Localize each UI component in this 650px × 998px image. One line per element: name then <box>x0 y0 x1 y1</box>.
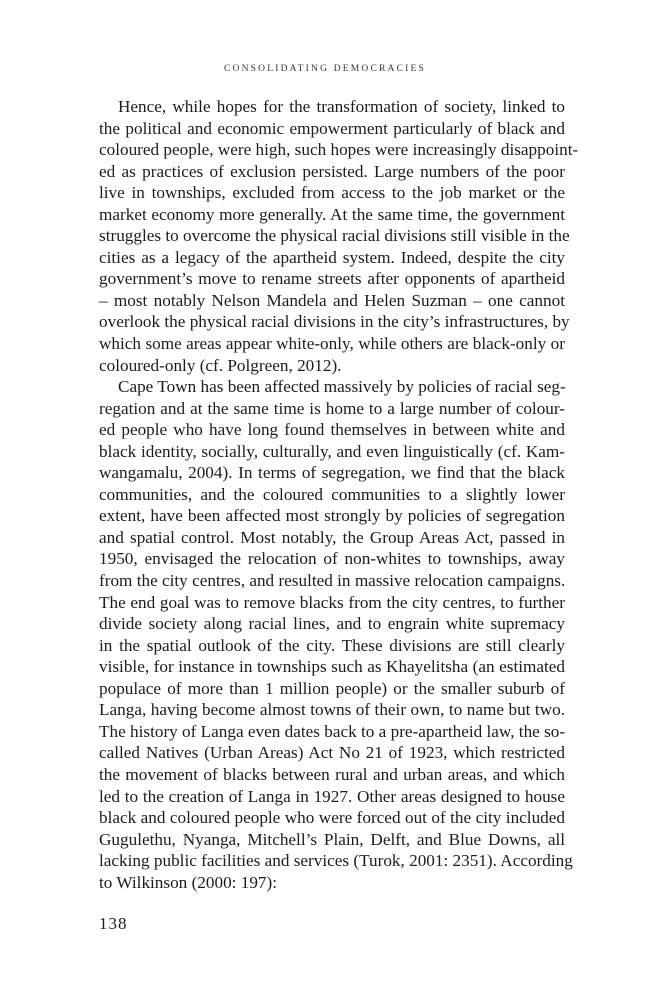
text-line: which some areas appear white-only, while others are black-only or <box>99 334 565 354</box>
text-line: in the spatial outlook of the city. These divisions are still clearly <box>99 635 565 655</box>
text-line: cities as a legacy of the apartheid system. Indeed, despite the city <box>99 247 565 267</box>
text-line: struggles to overcome the physical racial divisions still visible in the <box>99 226 570 246</box>
text-line: and spatial control. Most notably, the Group Areas Act, passed in <box>99 527 565 547</box>
text-line: the movement of blacks between rural and urban areas, and which <box>99 764 565 784</box>
text-line: Cape Town has been affected massively by policies of racial seg- <box>118 377 566 397</box>
text-line: visible, for instance in townships such as Khayelitsha (an estimated <box>99 657 565 677</box>
text-line: Gugulethu, Nyanga, Mitchell’s Plain, Delft, and Blue Downs, all <box>99 829 565 849</box>
text-line: live in townships, excluded from access to the job market or the <box>99 183 565 203</box>
text-line: Hence, while hopes for the transformation of society, linked to <box>118 97 565 116</box>
text-line: to Wilkinson (2000: 197): <box>99 872 278 892</box>
text-line: communities, and the coloured communities to a slightly lower <box>99 484 565 504</box>
text-line: ed as practices of exclusion persisted. Large numbers of the poor <box>99 161 565 181</box>
paragraph <box>99 96 579 376</box>
text-line: The end goal was to remove blacks from the city centres, to further <box>99 592 565 612</box>
text-line: from the city centres, and resulted in massive relocation campaigns. <box>99 571 566 591</box>
page-number: 138 <box>99 914 128 933</box>
paragraph <box>99 376 573 893</box>
text-line: extent, have been affected most strongly by policies of segregation <box>99 506 565 526</box>
text-line: the political and economic empowerment particularly of black and <box>99 118 565 138</box>
text-line: coloured people, were high, such hopes were increasingly disappoint- <box>99 140 579 160</box>
text-line: market economy more generally. At the same time, the government <box>99 204 565 224</box>
text-line: populace of more than 1 million people) or the smaller suburb of <box>99 678 565 698</box>
text-line: 1950, envisaged the relocation of non-whites to townships, away <box>99 549 565 569</box>
text-line: regation and at the same time is home to a large number of colour- <box>99 398 565 418</box>
text-line: wangamalu, 2004). In terms of segregation, we find that the black <box>99 463 565 483</box>
running-header: CONSOLIDATING DEMOCRACIES <box>224 64 426 74</box>
text-line: government’s move to rename streets after opponents of apartheid <box>99 269 565 289</box>
text-line: called Natives (Urban Areas) Act No 21 of 1923, which restricted <box>99 743 565 763</box>
text-line: The history of Langa even dates back to a pre-apartheid law, the so- <box>99 721 566 741</box>
text-line: Langa, having become almost towns of their own, to name but two. <box>99 700 565 720</box>
text-line: lacking public facilities and services (Turok, 2001: 2351). According <box>99 851 573 871</box>
text-line: led to the creation of Langa in 1927. Other areas designed to house <box>99 786 565 806</box>
text-line: black identity, socially, culturally, and even linguistically (cf. Kam- <box>99 441 565 461</box>
text-line: overlook the physical racial divisions in the city’s infrastructures, by <box>99 312 570 332</box>
text-line: ed people who have long found themselves in between white and <box>99 420 565 440</box>
body-text <box>99 96 579 893</box>
text-line: – most notably Nelson Mandela and Helen Suzman – one cannot <box>99 290 565 310</box>
text-line: divide society along racial lines, and to engrain white supremacy <box>99 614 565 634</box>
text-line: coloured-only (cf. Polgreen, 2012). <box>99 355 342 375</box>
text-line: black and coloured people who were forced out of the city included <box>99 808 565 828</box>
